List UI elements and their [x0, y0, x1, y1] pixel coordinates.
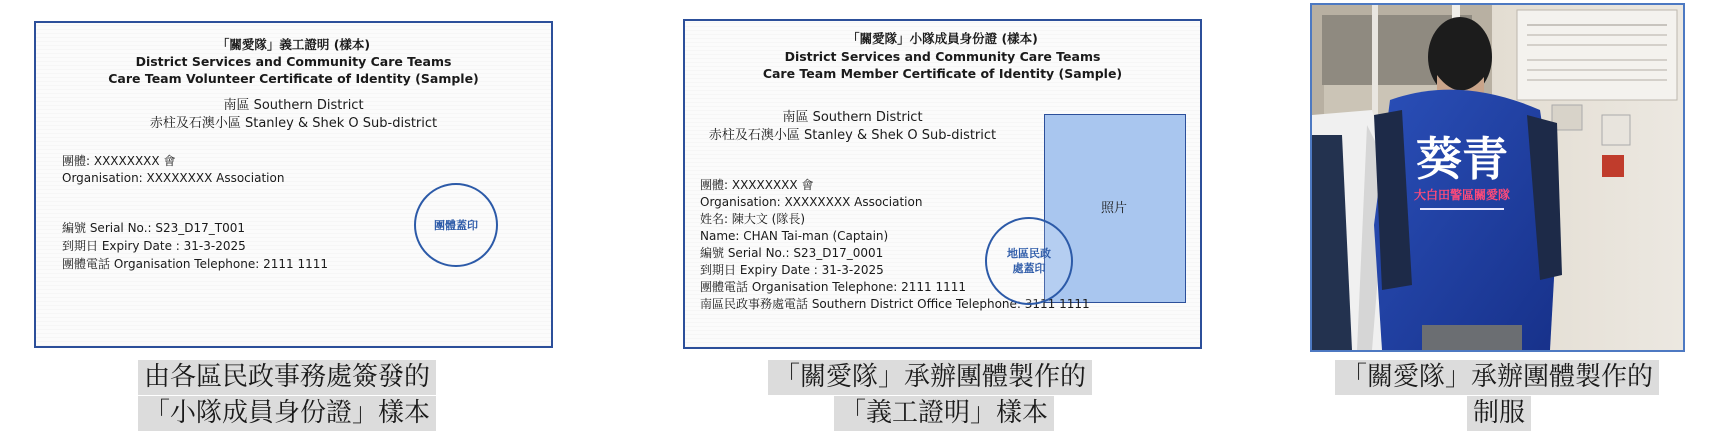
photo-label: 照片: [1101, 201, 1128, 216]
card-title-en-2: Care Team Volunteer Certificate of Identity (Sample): [108, 71, 479, 86]
card-title-en-1: District Services and Community Care Teams: [784, 49, 1101, 64]
member-name-zh: 姓名: 陳大文 (隊長): [700, 212, 806, 226]
vest-small-text: 大白田警區關愛隊: [1413, 188, 1511, 202]
organisation-telephone: 團體電話 Organisation Telephone: 2111 1111: [700, 280, 966, 294]
organisation-en: Organisation: XXXXXXXX Association: [700, 195, 923, 209]
member-certificate-card: [683, 19, 1202, 349]
organisation-zh: 團體: XXXXXXXX 會: [700, 178, 814, 192]
organisation-telephone: 團體電話 Organisation Telephone: 2111 1111: [62, 257, 328, 271]
caption-left-line-2: 「小隊成員身份證」樣本: [138, 396, 436, 431]
subdistrict: 赤柱及石澳小區 Stanley & Shek O Sub-district: [149, 116, 438, 131]
caption-right-line-2: 制服: [1467, 396, 1531, 431]
caption-middle-line-2: 「義工證明」樣本: [834, 396, 1054, 431]
district-office-telephone: 南區民政事務處電話 Southern District Office Telephone: 3111 1111: [700, 297, 1090, 311]
organisation-zh: 團體: XXXXXXXX 會: [62, 154, 176, 168]
uniform-photo-illustration: [1312, 5, 1683, 350]
subdistrict: 赤柱及石澳小區 Stanley & Shek O Sub-district: [708, 128, 997, 143]
card-title-en-1: District Services and Community Care Teams: [135, 54, 452, 69]
seal-label-line-1: 地區民政: [1007, 247, 1051, 260]
organisation-seal: [414, 183, 498, 267]
uniform-photo: [1310, 3, 1685, 352]
seal-label-line-2: 處蓋印: [1012, 262, 1046, 275]
card-title-en-2: Care Team Member Certificate of Identity (Sample): [762, 66, 1123, 81]
district-office-seal: [985, 217, 1073, 305]
member-name-en: Name: CHAN Tai-man (Captain): [700, 229, 889, 243]
organisation-en: Organisation: XXXXXXXX Association: [62, 171, 285, 185]
caption-middle-line-1: 「關愛隊」承辦團體製作的: [768, 360, 1092, 395]
district: 南區 Southern District: [782, 110, 923, 125]
card-title-zh: 「關愛隊」小隊成員身份證 (樣本): [847, 31, 1038, 46]
expiry-date: 到期日 Expiry Date : 31-3-2025: [62, 239, 246, 253]
district: 南區 Southern District: [223, 98, 364, 113]
serial-number: 編號 Serial No.: S23_D17_T001: [62, 221, 245, 235]
seal-label: 團體蓋印: [434, 218, 478, 232]
vest-large-text: 葵青: [1416, 132, 1508, 186]
serial-number: 編號 Serial No.: S23_D17_0001: [700, 246, 884, 260]
caption-left-line-1: 由各區民政事務處簽發的: [138, 360, 436, 395]
card-title-zh: 「關愛隊」義工證明 (樣本): [216, 37, 371, 52]
volunteer-certificate-card: [34, 21, 553, 348]
caption-right-line-1: 「關愛隊」承辦團體製作的: [1335, 360, 1659, 395]
expiry-date: 到期日 Expiry Date : 31-3-2025: [700, 263, 884, 277]
